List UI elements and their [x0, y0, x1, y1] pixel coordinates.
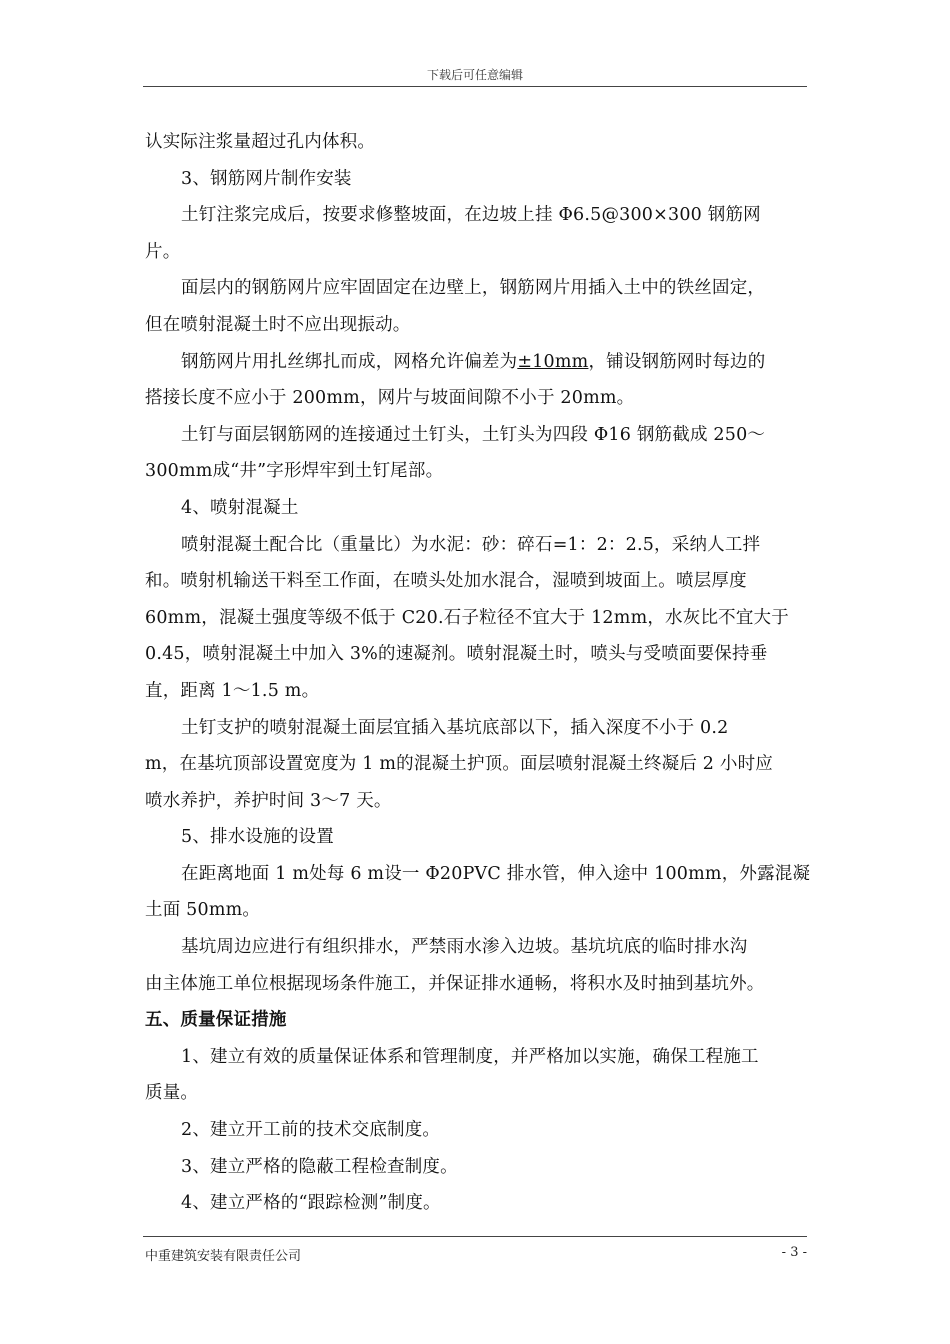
page-number: - 3 - [781, 1245, 807, 1260]
paragraph-line: 搭接长度不应小于 200mm，网片与坡面间隙不小于 20mm。 [145, 388, 635, 409]
chapter-heading: 五、质量保证措施 [145, 1010, 287, 1031]
paragraph-line: 质量。 [145, 1083, 199, 1104]
section-heading: 5、排水设施的设置 [181, 827, 334, 848]
paragraph-line: 土面 50mm。 [145, 900, 261, 921]
paragraph-line: 喷水养护，养护时间 3～7 天。 [145, 790, 392, 811]
footer-rule [143, 1236, 807, 1237]
paragraph-line: 在距离地面 1 m处每 6 m设一 Φ20PVC 排水管，伸入途中 100mm，外露混凝 [181, 863, 810, 884]
paragraph-line: 片。 [145, 241, 181, 262]
section-heading: 4、喷射混凝土 [181, 497, 299, 518]
paragraph-line: 300mm成“井”字形焊牢到土钉尾部。 [145, 461, 444, 482]
paragraph-line: 喷射混凝土配合比（重量比）为水泥：砂：碎石=1：2：2.5，采纳人工拌 [181, 534, 761, 555]
paragraph-line: 基坑周边应进行有组织排水，严禁雨水渗入边坡。基坑坑底的临时排水沟 [181, 937, 748, 958]
paragraph-line: 0.45，喷射混凝土中加入 3%的速凝剂。喷射混凝土时，喷头与受喷面要保持垂 [145, 644, 768, 665]
section-heading: 3、钢筋网片制作安装 [181, 168, 352, 189]
paragraph-line: 60mm，混凝土强度等级不低于 C20.石子粒径不宜大于 12mm，水灰比不宜大于 [145, 607, 789, 628]
paragraph-line: 直，距离 1～1.5 m。 [145, 680, 320, 701]
paragraph-line: 土钉支护的喷射混凝土面层宜插入基坑底部以下，插入深度不小于 0.2 [181, 717, 729, 738]
page-header: 下载后可任意编辑 [426, 68, 523, 82]
paragraph-line: 2、建立开工前的技术交底制度。 [181, 1120, 441, 1141]
footer-company: 中重建筑安装有限责任公司 [145, 1249, 302, 1264]
line-text: 钢筋网片用扎丝绑扎而成，网格允许偏差为 [181, 351, 518, 372]
paragraph-line: 土钉与面层钢筋网的连接通过土钉头，土钉头为四段 Φ16 钢筋截成 250～ [181, 424, 766, 445]
paragraph-line: 3、建立严格的隐蔽工程检查制度。 [181, 1156, 458, 1177]
paragraph-line: 面层内的钢筋网片应牢固固定在边壁上，钢筋网片用插入土中的铁丝固定， [181, 278, 766, 299]
tolerance-value: ±10mm [517, 351, 589, 372]
paragraph-line: 认实际注浆量超过孔内体积。 [145, 132, 376, 152]
paragraph-line [145, 344, 810, 381]
paragraph-line: 和。喷射机输送干料至工作面，在喷头处加水混合，湿喷到坡面上。喷层厚度 [145, 571, 747, 592]
paragraph-line: m，在基坑顶部设置宽度为 1 m的混凝土护顶。面层喷射混凝土终凝后 2 小时应 [145, 754, 774, 775]
paragraph-line: 但在喷射混凝土时不应出现振动。 [145, 314, 411, 335]
paragraph-line: 由主体施工单位根据现场条件施工，并保证排水通畅，将积水及时抽到基坑外。 [145, 973, 765, 994]
document-body [145, 124, 810, 1222]
line-text: ，铺设钢筋网时每边的 [588, 351, 766, 372]
paragraph-line: 1、建立有效的质量保证体系和管理制度，并严格加以实施，确保工程施工 [181, 1046, 759, 1067]
paragraph-line: 4、建立严格的“跟踪检测”制度。 [181, 1193, 441, 1214]
header-rule [143, 86, 807, 87]
paragraph-line: 土钉注浆完成后，按要求修整坡面，在边坡上挂 Φ6.5@300×300 钢筋网 [181, 205, 761, 226]
